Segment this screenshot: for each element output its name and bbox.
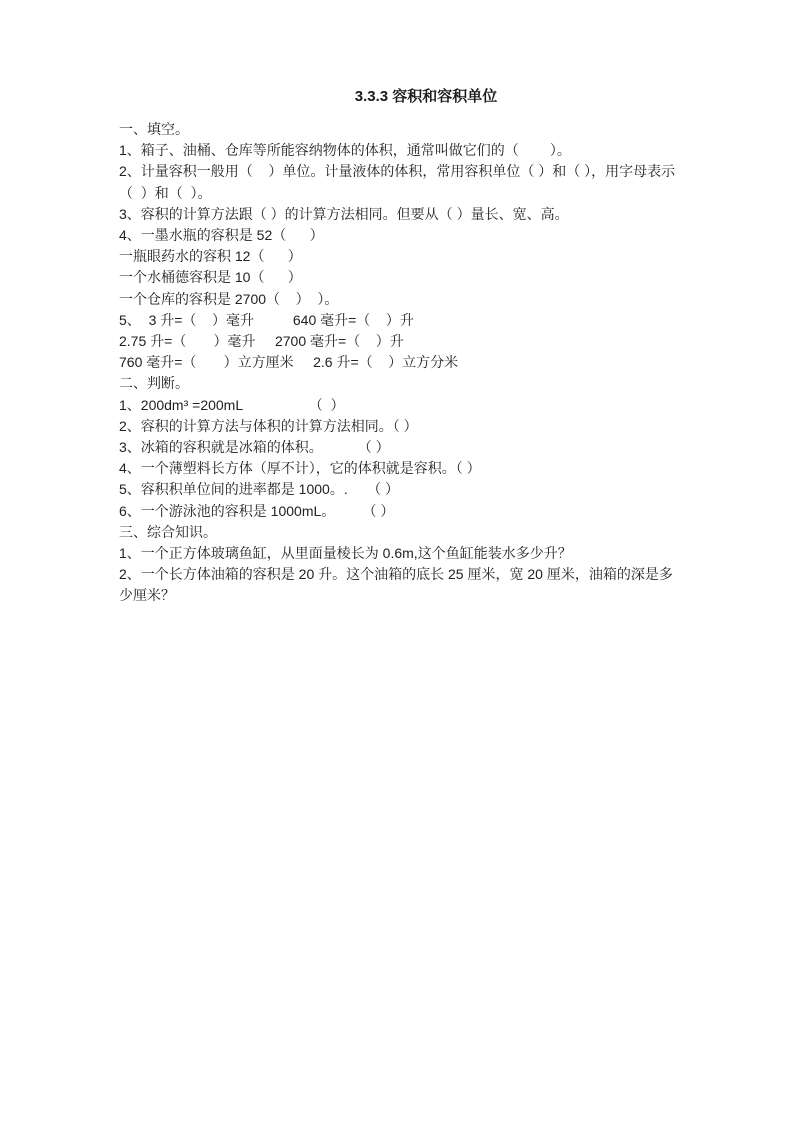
comprehensive-q2: 2、一个长方体油箱的容积是 20 升。这个油箱的底长 25 厘米，宽 20 厘米，油箱的深是多少厘米？ [119, 566, 673, 604]
fill-blanks-q2: 2、计量容积一般用（ ）单位。计量液体的体积，常用容积单位（ ）和（ ），用字母表示（ ）和（ ）。 [119, 163, 676, 201]
true-false-q4: 4、一个薄塑料长方体（厚不计），它的体积就是容积。（ ） [119, 460, 481, 477]
worksheet-title: 3.3.3 容积和容积单位 [354, 88, 498, 105]
true-false-q5: 5、容积积单位间的进率都是 1000。. （ ） [119, 481, 400, 498]
fill-blanks-q1: 1、箱子、油桶、仓库等所能容纳物体的体积，通常叫做它们的（ ）。 [119, 142, 571, 159]
section-true-false-heading: 二、判断。 [119, 375, 189, 392]
comprehensive-q1: 1、一个正方体玻璃鱼缸，从里面量棱长为 0.6m,这个鱼缸能装水多少升？ [119, 545, 572, 562]
fill-blanks-q5-line3: 760 毫升=（ ）立方厘米 2.6 升=（ ）立方分米 [119, 354, 459, 371]
true-false-q2: 2、容积的计算方法与体积的计算方法相同。（ ） [119, 417, 418, 434]
section-fill-blanks-heading: 一、填空。 [119, 121, 189, 137]
section-comprehensive-heading: 三、综合知识。 [119, 523, 217, 540]
fill-blanks-q5: 5、 3 升=（ ）毫升 640 毫升=（ ）升 [119, 311, 414, 328]
fill-blanks-q5-line2: 2.75 升=（ ）毫升 2700 毫升=（ ）升 [119, 333, 404, 350]
true-false-q1: 1、200dm³ =200mL （ ） [119, 396, 345, 413]
fill-blanks-q4-line3: 一个水桶德容积是 10（ ） [119, 269, 302, 286]
fill-blanks-q4-line2: 一瓶眼药水的容积 12（ ） [119, 248, 302, 265]
fill-blanks-q3: 3、容积的计算方法跟（ ）的计算方法相同。但要从（ ）量长、宽、高。 [119, 205, 569, 222]
fill-blanks-q4-line4: 一个仓库的容积是 2700（ ） ）。 [119, 290, 339, 307]
true-false-q3: 3、冰箱的容积就是冰箱的体积。 （ ） [119, 439, 390, 456]
worksheet-content [119, 86, 685, 607]
fill-blanks-q4: 4、一墨水瓶的容积是 52（ ） [119, 227, 324, 244]
true-false-q6: 6、一个游泳池的容积是 1000mL。 （ ） [119, 502, 395, 519]
